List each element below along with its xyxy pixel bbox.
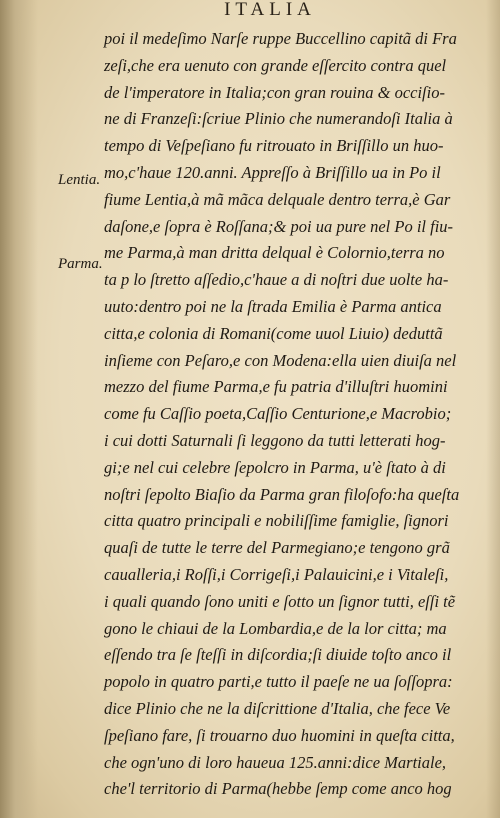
text-line: che'l territorio di Parma(hebbe ſemp come anco hog <box>104 779 452 799</box>
text-line: eſſendo tra ſe ſteſſi in diſcordia;ſi diuide toſto anco il <box>104 645 452 665</box>
text-line: caualleria,i Roſſi,i Corrigeſi,i Palauicini,e i Vitaleſi, <box>104 564 449 584</box>
text-line: quaſi de tutte le terre del Parmegiano;e tengono grã <box>104 538 450 558</box>
text-line: i quali quando ſono uniti e ſotto un ſignor tutti, eſſi tẽ <box>104 591 456 611</box>
text-line: de l'imperatore in Italia;con gran rouina & occiſio- <box>104 82 445 102</box>
text-line: tempo di Veſpeſiano fu ritrouato in Briſſillo un huo- <box>104 136 444 156</box>
text-line: ſpeſiano fare, ſi trouarno duo huomini in queſta citta, <box>104 725 455 745</box>
binding-shadow <box>0 0 38 818</box>
text-line: ta p lo ſtretto aſſedio,c'haue a di noſtri due uolte ha- <box>104 270 449 290</box>
text-line: zeſi,che era uenuto con grande eſſercito contra quel <box>104 55 447 75</box>
text-line: che ogn'uno di loro haueua 125.anni:dice Martiale, <box>104 752 447 772</box>
text-line: gono le chiaui de la Lombardia,e de la lor citta; ma <box>104 618 447 638</box>
text-line: inſieme con Peſaro,e con Modena:ella uien diuiſa nel <box>104 350 457 370</box>
text-line: i cui dotti Saturnali ſi leggono da tutti letterati hog- <box>104 430 446 450</box>
text-line: mezzo del fiume Parma,e fu patria d'illuſtri huomini <box>104 377 448 397</box>
text-line: uuto:dentro poi ne la ſtrada Emilia è Parma antica <box>104 296 442 316</box>
text-line: daſone,e ſopra è Roſſana;& poi ua pure nel Po il fiu- <box>104 216 454 236</box>
text-line: mo,c'haue 120.anni. Appreſſo à Briſſillo ua in Po il <box>104 162 441 182</box>
text-line: me Parma,à man dritta delqual è Colornio,terra no <box>104 243 445 263</box>
text-line: gi;e nel cui celebre ſepolcro in Parma, u'è ſtato à di <box>104 457 446 477</box>
text-line: noſtri ſepolto Biaſio da Parma gran filoſofo:ha queſta <box>104 484 460 504</box>
text-body <box>104 26 480 803</box>
margin-note-parma: Parma. <box>58 256 103 272</box>
text-line: citta,e colonia di Romani(come uuol Liuio) deduttã <box>104 323 443 343</box>
text-line: citta quatro principali e nobiliſſime famiglie, ſignori <box>104 511 449 531</box>
text-line: dice Plinio che ne la diſcrittione d'Italia, che fece Ve <box>104 698 451 718</box>
running-head: ITALIA <box>224 0 316 20</box>
text-line: fiume Lentia,à mã mãca delquale dentro terra,è Gar <box>104 189 451 209</box>
page-edge <box>486 0 500 818</box>
text-line: popolo in quatro parti,e tutto il paeſe ne ua ſoſſopra: <box>104 672 453 692</box>
margin-note-lentia: Lentia. <box>58 172 101 188</box>
text-line: ne di Franzeſi:ſcriue Plinio che numerandoſi Italia à <box>104 109 453 129</box>
text-line: poi il medeſimo Narſe ruppe Buccellino capitã di Fra <box>104 29 457 48</box>
text-line: come fu Caſſio poeta,Caſſio Centurione,e Macrobio; <box>104 404 452 424</box>
